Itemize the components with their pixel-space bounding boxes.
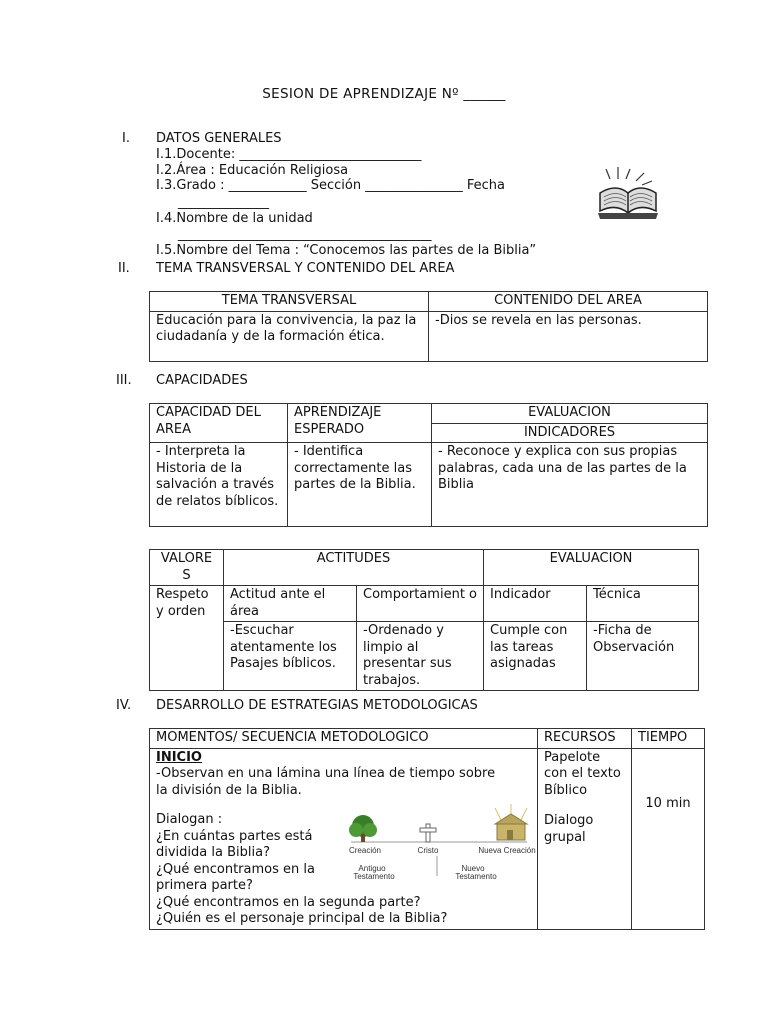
momento-line: Dialogan : [156, 812, 223, 827]
page-title: SESION DE APRENDIZAJE Nº ______ [262, 86, 506, 102]
open-bible-icon [596, 165, 660, 221]
table-cell: -Ordenado y limpio al presentar sus trabajos. [357, 622, 484, 691]
table-header: RECURSOS [538, 729, 632, 749]
bible-timeline-figure [341, 800, 537, 882]
section-3-number: III. [116, 373, 132, 388]
table-header: VALORE S [150, 550, 224, 586]
tema-field: I.5.Nombre del Tema : “Conocemos las partes de la Biblia” [156, 243, 537, 258]
momento-line: ¿Qué encontramos en la [156, 861, 315, 877]
grado-field: I.3.Grado : ____________ Sección _______________ Fecha [156, 178, 505, 193]
table-cell: Educación para la convivencia, la paz la ciudadanía y de la formación ética. [150, 311, 429, 361]
section-3-heading: CAPACIDADES [156, 373, 248, 388]
table-header: ACTITUDES [224, 550, 484, 586]
section-1-heading: DATOS GENERALES [156, 131, 282, 146]
figure-label: Nueva Creación [478, 846, 536, 855]
figure-label: Creación [348, 846, 381, 855]
unidad-line: _______________________________________ [178, 227, 432, 242]
table-header: INDICADORES [432, 423, 708, 443]
recurso-item: Papelote con el texto Bíblico [544, 749, 621, 798]
capacidades-table [149, 403, 708, 527]
figure-label: Testamento [455, 872, 497, 881]
section-2-heading: TEMA TRANSVERSAL Y CONTENIDO DEL AREA [156, 261, 455, 276]
transversal-table [149, 291, 708, 362]
momento-line: ¿En cuántas partes está [156, 828, 313, 844]
inicio-label: INICIO [156, 749, 202, 765]
valores-table [149, 549, 699, 691]
table-header: APRENDIZAJE ESPERADO [288, 404, 432, 443]
section-1-number: I. [122, 131, 130, 146]
momento-line: ¿Qué encontramos en la segunda parte? [156, 894, 421, 910]
table-cell: Respeto y orden [150, 586, 224, 691]
tiempo-cell [632, 748, 705, 929]
unidad-field: I.4.Nombre de la unidad [156, 211, 313, 226]
momento-line: la división de la Biblia. [156, 782, 302, 798]
table-header: EVALUACION [432, 404, 708, 424]
area-field: I.2.Área : Educación Religiosa [156, 163, 349, 178]
momento-line: primera parte? [156, 878, 253, 893]
table-cell: -Escuchar atentamente los Pasajes bíblicos. [224, 622, 357, 691]
section-2-number: II. [118, 261, 130, 276]
table-header: TEMA TRANSVERSAL [150, 292, 429, 312]
section-4-heading: DESARROLLO DE ESTRATEGIAS METODOLOGICAS [156, 698, 478, 713]
table-subheader: Indicador [484, 586, 587, 622]
table-cell: -Ficha de Observación [587, 622, 699, 691]
table-cell: - Interpreta la Historia de la salvación a través de relatos bíblicos. [150, 443, 288, 527]
table-subheader: Técnica [587, 586, 699, 622]
momento-line: dividida la Biblia? [156, 845, 270, 860]
table-header: EVALUACION [484, 550, 699, 586]
docente-field: I.1.Docente: ____________________________ [156, 147, 422, 162]
table-cell: Cumple con las tareas asignadas [484, 622, 587, 691]
recurso-item: Dialogo grupal [544, 813, 594, 845]
table-cell: - Identifica correctamente las partes de la Biblia. [288, 443, 432, 527]
figure-label: Nuevo [461, 864, 485, 873]
table-subheader: Comportamient o [357, 586, 484, 622]
figure-label: Testamento [353, 872, 395, 881]
recursos-cell [538, 748, 632, 929]
momento-line: ¿Quién es el personaje principal de la Biblia? [156, 911, 448, 926]
momento-line: -Observan en una lámina una línea de tiempo sobre [156, 766, 496, 781]
section-4-number: IV. [116, 698, 132, 713]
figure-label: Antiguo [358, 864, 386, 873]
table-header: MOMENTOS/ SECUENCIA METODOLOGICO [150, 729, 538, 749]
table-subheader: Actitud ante el área [224, 586, 357, 622]
figure-label: Cristo [417, 846, 439, 855]
table-cell: - Reconoce y explica con sus propias palabras, cada una de las partes de la Biblia [432, 443, 708, 527]
table-header: CONTENIDO DEL AREA [429, 292, 708, 312]
fecha-line: ______________ [178, 195, 269, 210]
table-cell: -Dios se revela en las personas. [429, 311, 708, 361]
table-header: CAPACIDAD DEL AREA [150, 404, 288, 443]
table-header: TIEMPO [632, 729, 705, 749]
tiempo-value: 10 min [645, 795, 691, 811]
